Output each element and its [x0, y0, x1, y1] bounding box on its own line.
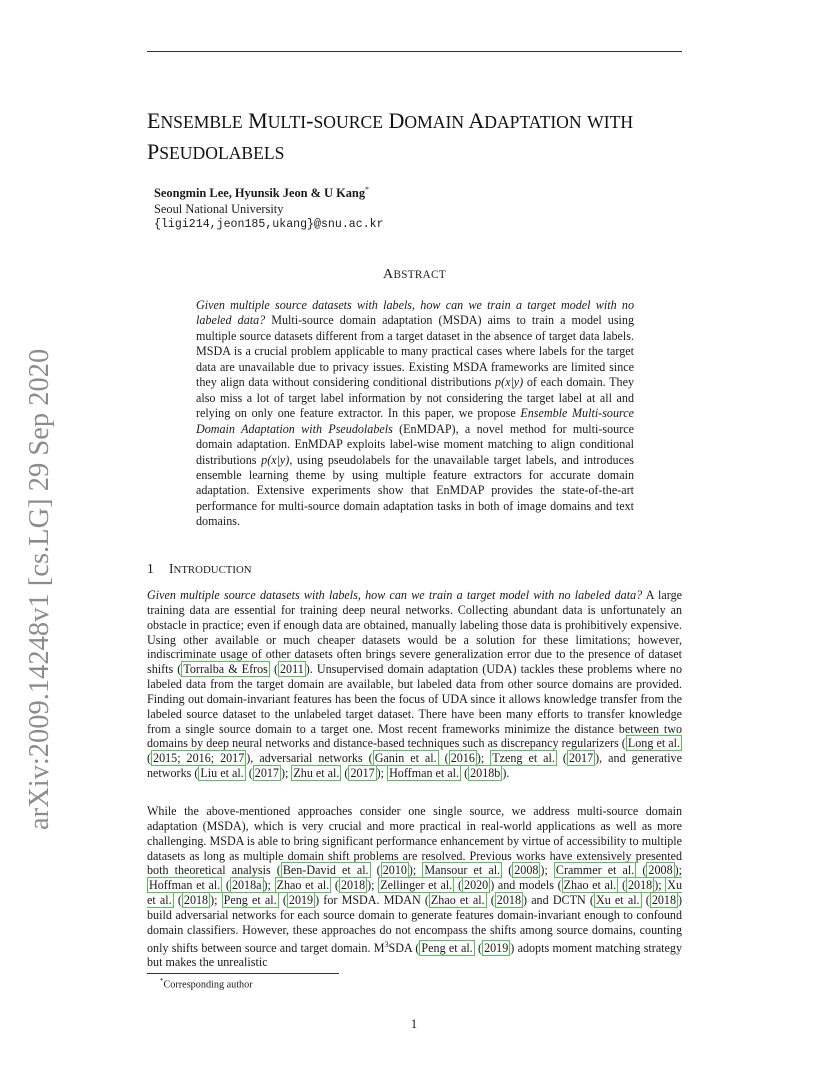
citation-link[interactable]: Ganin et al.: [374, 751, 437, 766]
citation-link[interactable]: 2018b: [470, 766, 501, 781]
footnote-rule: [147, 973, 339, 974]
citation-link[interactable]: Zhu et al.: [293, 766, 340, 781]
citation-link[interactable]: 2010: [382, 863, 407, 878]
intro-paragraph-2: While the above-mentioned approaches consider one single source, we address multi-source domain adaptation (MSDA), which is very crucial and more practical in real-world applications as well as more challenging. MSDA is able to bring significant performance enhancement by virtue of accessibility to multiple datasets as long as multiple domain shift problems are resolved. Previous works have extensively presented both theoretical analysis ( Ben-David et al. ( 2010 ); Mansour et al. ( 2008 ); Crammer et al. ( 2008 ); Hoffman et al. ( 2018a ); Zhao et al. ( 2018 ); Zellinger et al. ( 2020 ) and models ( Zhao et al. ( 2018 ); Xu et al. ( 2018 ); Peng et al. ( 2019 ) for MSDA. MDAN ( Zhao et al. ( 2018 ) and DCTN ( Xu et al. ( 2018 ) build adversarial networks for each source domain to generate features domain-invariant enough to confound domain classifiers. However, these approaches do not encompass the shifts among source domains, counting only shifts between source and target domain. $M^3SDA$ ( Peng et al. ( 2019 ) adopts moment matching strategy but makes the unrealistic: [147, 804, 683, 970]
citation-link[interactable]: 2016: [450, 751, 475, 766]
citation-link[interactable]: Zhao et al.: [430, 893, 485, 908]
citation-link[interactable]: Xu et al.: [147, 878, 683, 908]
intro-paragraph-1: Given multiple source datasets with labels, how can we train a target model with no labeled data? A large training data are essential for training deep neural networks. Collecting abundant data is unfortunately an obstacle in practice; even if enough data are obtained, manually labeling those data is prohibitively expensive. Using other available or much cheaper datasets would be a solution for these limitations; however, indiscriminate usage of other datasets often brings severe generalization error due to the presence of dataset shifts ( Torralba & Efros ( 2011 ). Unsupervised domain adaptation (UDA) tackles these problems where no labeled data from the target domain are available, but labeled data from other source domains are provided. Finding out domain-invariant features has been the focus of UDA since it allows knowledge transfer from the labeled source dataset to the unlabeled target dataset. There have been many efforts to transfer knowledge from a single source domain to a target one. Most recent frameworks minimize the distance between two domains by deep neural networks and distance-based techniques such as discrepancy regularizers ( Long et al. ( 2015; 2016; 2017 ), adversarial networks ( Ganin et al. ( 2016 ); Tzeng et al. ( 2017 ), and generative networks ( Liu et al. ( 2017 ); Zhu et al. ( 2017 ); Hoffman et al. ( 2018b ).: [147, 588, 682, 781]
paper-title-text: ENSEMBLE MULTI-SOURCE DOMAIN ADAPTATION WITH PSEUDOLABELS: [147, 108, 634, 164]
citation-link[interactable]: 2018: [628, 878, 653, 893]
citation-link[interactable]: Long et al.: [627, 736, 681, 751]
footnote-mark: *: [365, 185, 370, 194]
citation-link[interactable]: Zhao et al.: [563, 878, 617, 893]
citation-link[interactable]: Tzeng et al.: [492, 751, 555, 766]
citation-link[interactable]: Zellinger et al.: [380, 878, 453, 893]
abstract-text: Given multiple source datasets with labels, how can we train a target model with no labeled data? Multi-source domain adaptation (MSDA) aims to train a model using multiple source datasets different from a target dataset in the absence of target data labels. MSDA is a crucial problem applicable to many practical cases where labels for the target data are unavailable due to privacy issues. Existing MSDA frameworks are limited since they align data without considering conditional distributions p(x|y) of each domain. They also miss a lot of target label information by not considering the target label at all and relying on only one feature extractor. In this paper, we propose Ensemble Multi-source Domain Adaptation with Pseudolabels (EnMDAP), a novel method for multi-source domain adaptation. EnMDAP exploits label-wise moment matching to align conditional distributions p(x|y), using pseudolabels for the unavailable target labels, and introduces ensemble learning theme by using multiple feature extractors for accurate domain adaptation. Extensive experiments show that EnMDAP provides the state-of-the-art performance for multi-source domain adaptation tasks in both of image domains and text domains.: [196, 298, 635, 529]
abstract-heading: [147, 267, 682, 283]
citation-link[interactable]: Zhao et al.: [276, 878, 330, 893]
method-name: Ensemble Multi-source Domain Adaptation with Pseudolabels: [196, 406, 635, 436]
citation-link[interactable]: Peng et al.: [223, 893, 277, 908]
section-heading: 1 INTRODUCTION: [147, 561, 252, 576]
arxiv-stamp: arXiv:2009.14248v1 [cs.LG] 29 Sep 2020: [24, 348, 55, 830]
section-title-text: INTRODUCTION: [169, 561, 252, 576]
citation-link[interactable]: 2018a: [231, 878, 262, 893]
citation-link[interactable]: 2011: [280, 662, 304, 677]
citation-link[interactable]: 2008: [514, 863, 539, 878]
author-names: Seongmin Lee, Hyunsik Jeon & U Kang*: [154, 185, 370, 201]
citation-link[interactable]: 2018: [340, 878, 366, 893]
citation-link[interactable]: 2020: [464, 878, 489, 893]
citation-link[interactable]: 2019: [484, 940, 509, 955]
author-block: [154, 182, 384, 233]
citation-link[interactable]: 2017: [254, 766, 279, 781]
citation-link[interactable]: Xu et al.: [595, 893, 640, 908]
citation-link[interactable]: Crammer et al.: [555, 863, 635, 878]
citation-link[interactable]: 2017: [568, 751, 594, 766]
citation-link[interactable]: Hoffman et al.: [149, 878, 221, 893]
citation-link[interactable]: Torralba & Efros: [183, 662, 268, 677]
abstract-heading-text: ABSTRACT: [383, 267, 446, 282]
footnote: *Corresponding author: [160, 977, 253, 991]
page-number: 1: [410, 1017, 418, 1031]
affiliation: Seoul National University: [154, 201, 284, 216]
citation-link[interactable]: 2015; 2016; 2017: [153, 751, 245, 766]
citation-link[interactable]: 2018: [651, 893, 676, 908]
citation-link[interactable]: 2017: [350, 766, 375, 781]
citation-link[interactable]: Ben-David et al.: [282, 863, 369, 878]
header-rule: [147, 51, 682, 52]
citation-link[interactable]: 2019: [288, 893, 314, 908]
citation-link[interactable]: Mansour et al.: [424, 863, 501, 878]
math-pxy: p(x|y): [495, 375, 524, 390]
citation-link[interactable]: 2018: [496, 893, 521, 908]
author-emails: {ligi214,jeon185,ukang}@snu.ac.kr: [154, 218, 384, 232]
citation-link[interactable]: 2008: [648, 863, 673, 878]
citation-link[interactable]: Hoffman et al.: [389, 766, 460, 781]
math-pxy: p(x|y): [261, 452, 290, 467]
paper-title: [147, 106, 707, 168]
citation-link[interactable]: 2018: [183, 893, 209, 908]
citation-link[interactable]: Peng et al.: [421, 940, 473, 955]
citation-link[interactable]: Liu et al.: [200, 766, 244, 781]
